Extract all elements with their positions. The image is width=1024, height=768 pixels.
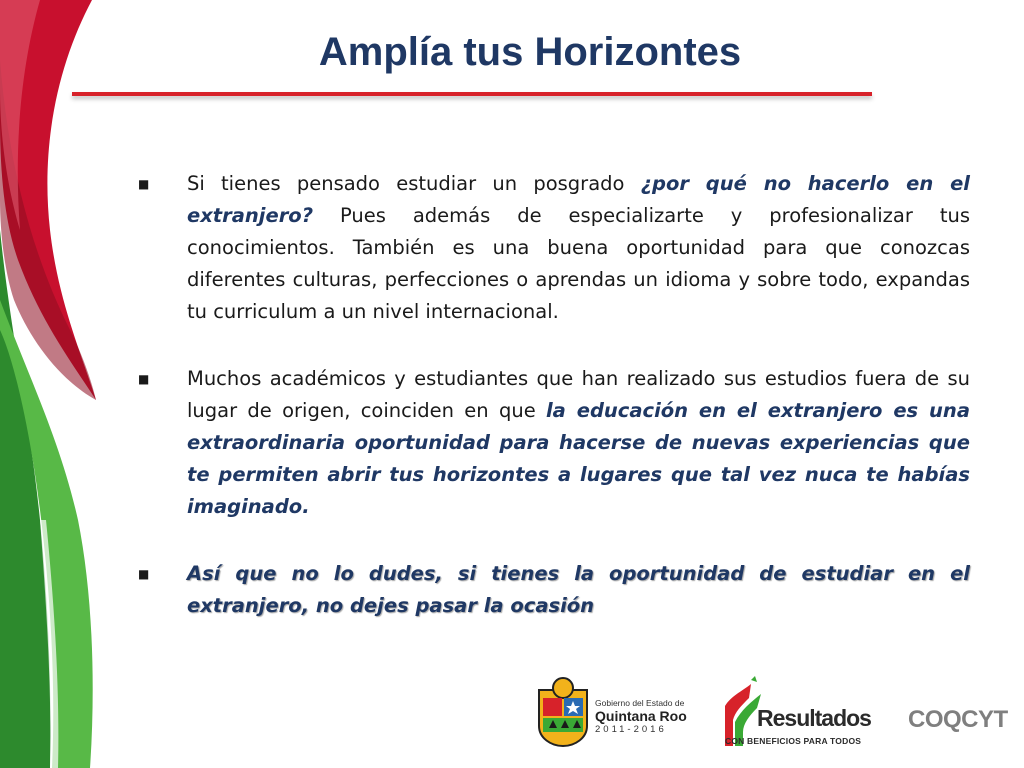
emphasis-run: la educación en el extranjero es una extraordinaria oportunidad para hacerse de nuevas experiencias que te permiten abrir tus horizontes a lugares que tal vez nuca te habías imaginado. [187,399,970,518]
bullet-text [187,168,970,328]
text-run: Muchos académicos y estudiantes que han realizado sus estudios fuera de su lugar de origen, coinciden en que [187,367,970,422]
resultados-wordmark: Resultados [757,705,871,731]
bullet-item [138,363,970,523]
bullet-item [138,168,970,328]
text-run: Pues además de especializarte y profesionalizar tus conocimientos. También es una buena oportunidad para que conozcas diferentes culturas, perfecciones o aprendas un idioma y sobre todo, expandas tu curriculum a un nivel internacional. [187,204,970,323]
bullet-item [138,558,970,622]
emphasis-run: ¿por qué no hacerlo en el extranjero? [187,172,970,227]
footer-logos [535,676,1015,754]
slide-title: Amplía tus Horizontes [318,30,742,74]
bullet-marker: ■ [138,567,150,581]
bullet-marker: ■ [138,177,150,191]
quintana-roo-shield-logo [535,676,591,748]
bullet-list [138,168,970,657]
bullet-marker: ■ [138,372,150,386]
bullet-text [187,558,970,622]
coqcyt-wordmark: COQCYT [908,706,1008,733]
gobierno-text: Gobierno del Estado de Quintana Roo 2011-2016 [595,698,687,735]
text-run: Si tienes pensado estudiar un posgrado [187,172,641,195]
highlight-run: Así que no lo dudes, si tienes la oportunidad de estudiar en el extranjero, no dejes pasar la ocasión [187,562,970,617]
bullet-text [187,363,970,523]
resultados-tagline: CON BENEFICIOS PARA TODOS [725,736,862,746]
title-divider [72,92,872,96]
